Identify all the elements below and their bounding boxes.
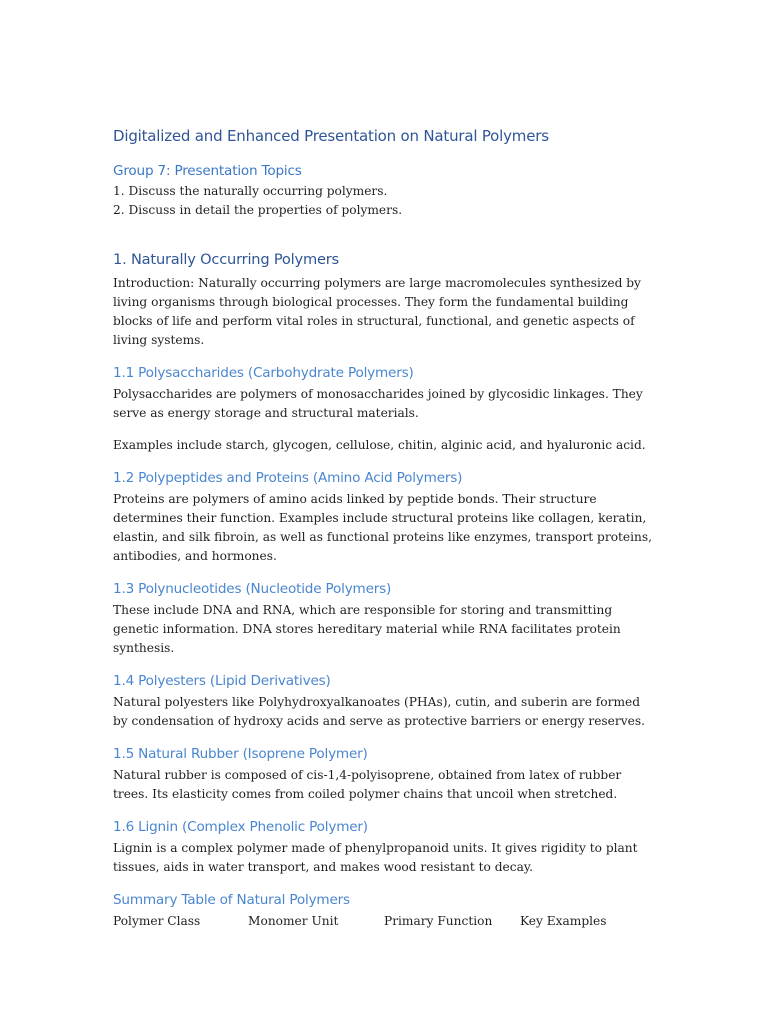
- column-header-polymer-class: Polymer Class: [113, 914, 201, 928]
- subsection-heading: 1.3 Polynucleotides (Nucleotide Polymers): [113, 581, 392, 597]
- column-header-monomer-unit: Monomer Unit: [248, 914, 339, 928]
- list-item: 1. Discuss the naturally occurring polymers.: [113, 184, 388, 198]
- summary-table-header: [113, 912, 658, 931]
- paragraph: Lignin is a complex polymer made of phenylpropanoid units. It gives rigidity to plant tissues, aids in water transport, and makes wood resistant to decay.: [113, 841, 638, 874]
- document-title: Digitalized and Enhanced Presentation on Natural Polymers: [113, 127, 549, 145]
- topic-list: [113, 182, 658, 220]
- list-item: 2. Discuss in detail the properties of polymers.: [113, 203, 403, 217]
- subsection-heading: 1.4 Polyesters (Lipid Derivatives): [113, 673, 331, 689]
- section-intro: Introduction: Naturally occurring polymers are large macromolecules synthesized by living organisms through biological processes. They form the fundamental building blocks of life and perform vital roles in structural, functional, and genetic aspects of living systems.: [113, 276, 641, 347]
- subsection-heading: 1.6 Lignin (Complex Phenolic Polymer): [113, 819, 368, 835]
- subsection-heading: 1.1 Polysaccharides (Carbohydrate Polymers): [113, 365, 414, 381]
- paragraph: Natural rubber is composed of cis-1,4-polyisoprene, obtained from latex of rubber trees. Its elasticity comes from coiled polymer chains that uncoil when stretched.: [113, 768, 622, 801]
- subsection-heading: 1.5 Natural Rubber (Isoprene Polymer): [113, 746, 368, 762]
- summary-heading: Summary Table of Natural Polymers: [113, 892, 350, 908]
- paragraph: Proteins are polymers of amino acids linked by peptide bonds. Their structure determines their function. Examples include structural proteins like collagen, keratin, elastin, and silk fibroin, as well as functional proteins like enzymes, transport proteins, antibodies, and hormones.: [113, 492, 653, 563]
- column-header-primary-function: Primary Function: [384, 914, 493, 928]
- paragraph: Examples include starch, glycogen, cellulose, chitin, alginic acid, and hyaluronic acid.: [113, 438, 646, 452]
- paragraph: Natural polyesters like Polyhydroxyalkanoates (PHAs), cutin, and suberin are formed by condensation of hydroxy acids and serve as protective barriers or energy reserves.: [113, 695, 645, 728]
- paragraph: These include DNA and RNA, which are responsible for storing and transmitting genetic information. DNA stores hereditary material while RNA facilitates protein synthesis.: [113, 603, 621, 655]
- column-header-key-examples: Key Examples: [520, 914, 607, 928]
- subsection-heading: 1.2 Polypeptides and Proteins (Amino Acid Polymers): [113, 470, 463, 486]
- document-page: [113, 120, 658, 931]
- group-heading: Group 7: Presentation Topics: [113, 163, 302, 179]
- section-heading: 1. Naturally Occurring Polymers: [113, 251, 339, 268]
- paragraph: Polysaccharides are polymers of monosaccharides joined by glycosidic linkages. They serve as energy storage and structural materials.: [113, 387, 643, 420]
